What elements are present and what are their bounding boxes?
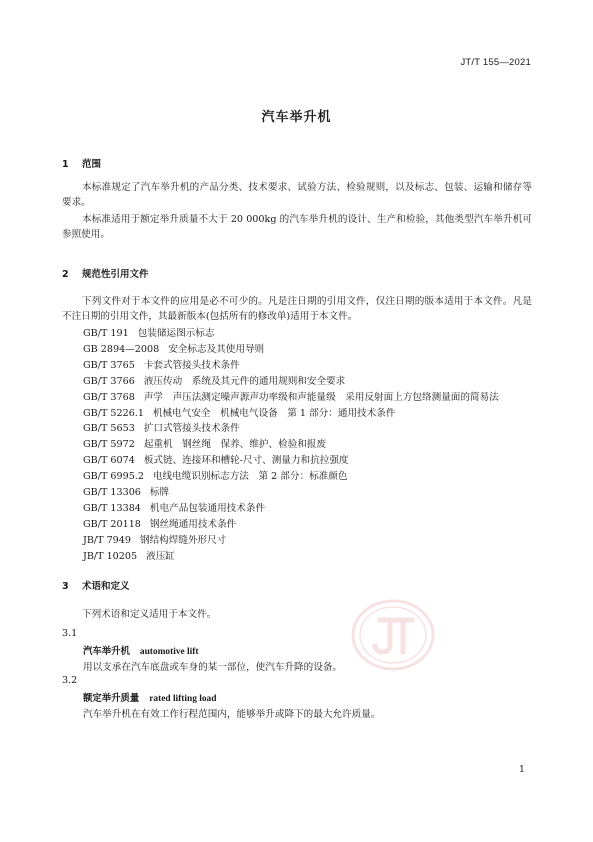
reference-item (83, 358, 499, 374)
reference-item (83, 342, 499, 358)
scope-paragraph-1: 本标准规定了汽车举升机的产品分类、技术要求、试验方法、检验规则，以及标志、包装、运输和储存等要求。 (62, 182, 532, 208)
reference-title: 声学 声压法测定噪声源声功率级和声能量级 采用反射面上方包络测量面的简易法 (143, 391, 499, 403)
reference-title: 扩口式管接头技术条件 (143, 423, 240, 435)
term-english: rated lifting load (149, 694, 217, 704)
reference-code: GB/T 3768 (83, 391, 135, 403)
reference-item (83, 501, 499, 517)
reference-item (83, 374, 499, 390)
section-number: 3 (62, 581, 69, 592)
reference-title: 起重机 钢丝绳 保养、维护、检验和报废 (143, 439, 327, 451)
reference-code: GB/T 6995.2 (83, 471, 144, 483)
reference-item (83, 533, 499, 549)
section-heading-terms (62, 578, 130, 592)
reference-title: 卡套式管接头技术条件 (143, 359, 240, 371)
references-intro: 下列文件对于本文件的应用是必不可少的。凡是注日期的引用文件，仅注日期的版本适用于本文件。凡是不注日期的引用文件，其最新版本(包括所有的修改单)适用于本文件。 (62, 296, 532, 322)
section-title: 规范性引用文件 (82, 269, 149, 280)
reference-item (83, 453, 499, 469)
reference-code: GB/T 20118 (83, 518, 141, 530)
term-definition: 用以支承在汽车底盘或车身的某一部位，使汽车升降的设备。 (83, 662, 343, 673)
reference-code: GB/T 191 (83, 328, 129, 339)
reference-item (83, 469, 499, 485)
section-title: 术语和定义 (82, 581, 130, 592)
reference-item (83, 517, 499, 533)
reference-title: 钢结构焊缝外形尺寸 (140, 534, 227, 546)
section-number: 1 (62, 159, 69, 170)
term-entry (83, 643, 198, 657)
reference-code: GB 2894—2008 (83, 343, 160, 355)
term-english: automotive lift (139, 647, 199, 657)
reference-code: GB/T 3766 (83, 375, 135, 387)
reference-code: GB/T 13306 (83, 487, 141, 499)
term-chinese: 汽车举升机 (83, 646, 130, 657)
document-code: JT/T 155—2021 (460, 57, 531, 68)
page-number: 1 (518, 764, 525, 775)
reference-item (83, 421, 499, 437)
reference-item (83, 485, 499, 501)
reference-code: GB/T 13384 (83, 502, 141, 514)
reference-title: 机械电气安全 机械电气设备 第 1 部分：通用技术条件 (152, 407, 396, 419)
reference-list (83, 326, 499, 565)
reference-item (83, 326, 499, 342)
reference-item (83, 390, 499, 406)
reference-title: 机电产品包装通用技术条件 (149, 502, 266, 514)
reference-title: 包装储运图示标志 (137, 328, 215, 339)
reference-code: GB/T 5653 (83, 423, 135, 435)
reference-title: 板式链、连接环和槽轮-尺寸、测量力和抗拉强度 (143, 455, 349, 467)
section-heading-scope (62, 156, 101, 170)
section-heading-normative-references (62, 266, 149, 280)
term-number: 3.2 (62, 675, 78, 686)
document-title: 汽车举升机 (261, 110, 332, 125)
reference-code: GB/T 6074 (83, 455, 135, 467)
reference-code: JB/T 7949 (83, 534, 131, 546)
reference-title: 电线电缆识别标志方法 第 2 部分：标准颜色 (152, 471, 348, 483)
term-chinese: 额定举升质量 (83, 693, 140, 704)
jt-seal-icon (350, 598, 436, 672)
term-entry (83, 690, 216, 704)
reference-item (83, 406, 499, 422)
term-definition: 汽车举升机在有效工作行程范围内，能够举升或降下的最大允许质量。 (83, 709, 381, 720)
section-title: 范围 (82, 159, 102, 170)
scope-paragraph-2: 本标准适用于额定举升质量不大于 20 000kg 的汽车举升机的设计、生产和检验，其他类型汽车举升机可参照使用。 (62, 214, 532, 240)
terms-intro: 下列术语和定义适用于本文件。 (82, 609, 217, 620)
section-number: 2 (62, 269, 69, 280)
reference-item (83, 437, 499, 453)
term-number: 3.1 (62, 628, 78, 639)
reference-item (83, 549, 499, 565)
reference-code: GB/T 3765 (83, 359, 135, 371)
reference-title: 钢丝绳通用技术条件 (149, 518, 237, 530)
reference-title: 液压缸 (146, 550, 175, 562)
reference-code: GB/T 5972 (83, 439, 135, 451)
reference-code: GB/T 5226.1 (83, 407, 144, 419)
reference-title: 安全标志及其使用导则 (168, 343, 265, 355)
reference-title: 标牌 (149, 487, 170, 499)
reference-code: JB/T 10205 (83, 550, 138, 562)
reference-title: 液压传动 系统及其元件的通用规则和安全要求 (143, 375, 346, 387)
